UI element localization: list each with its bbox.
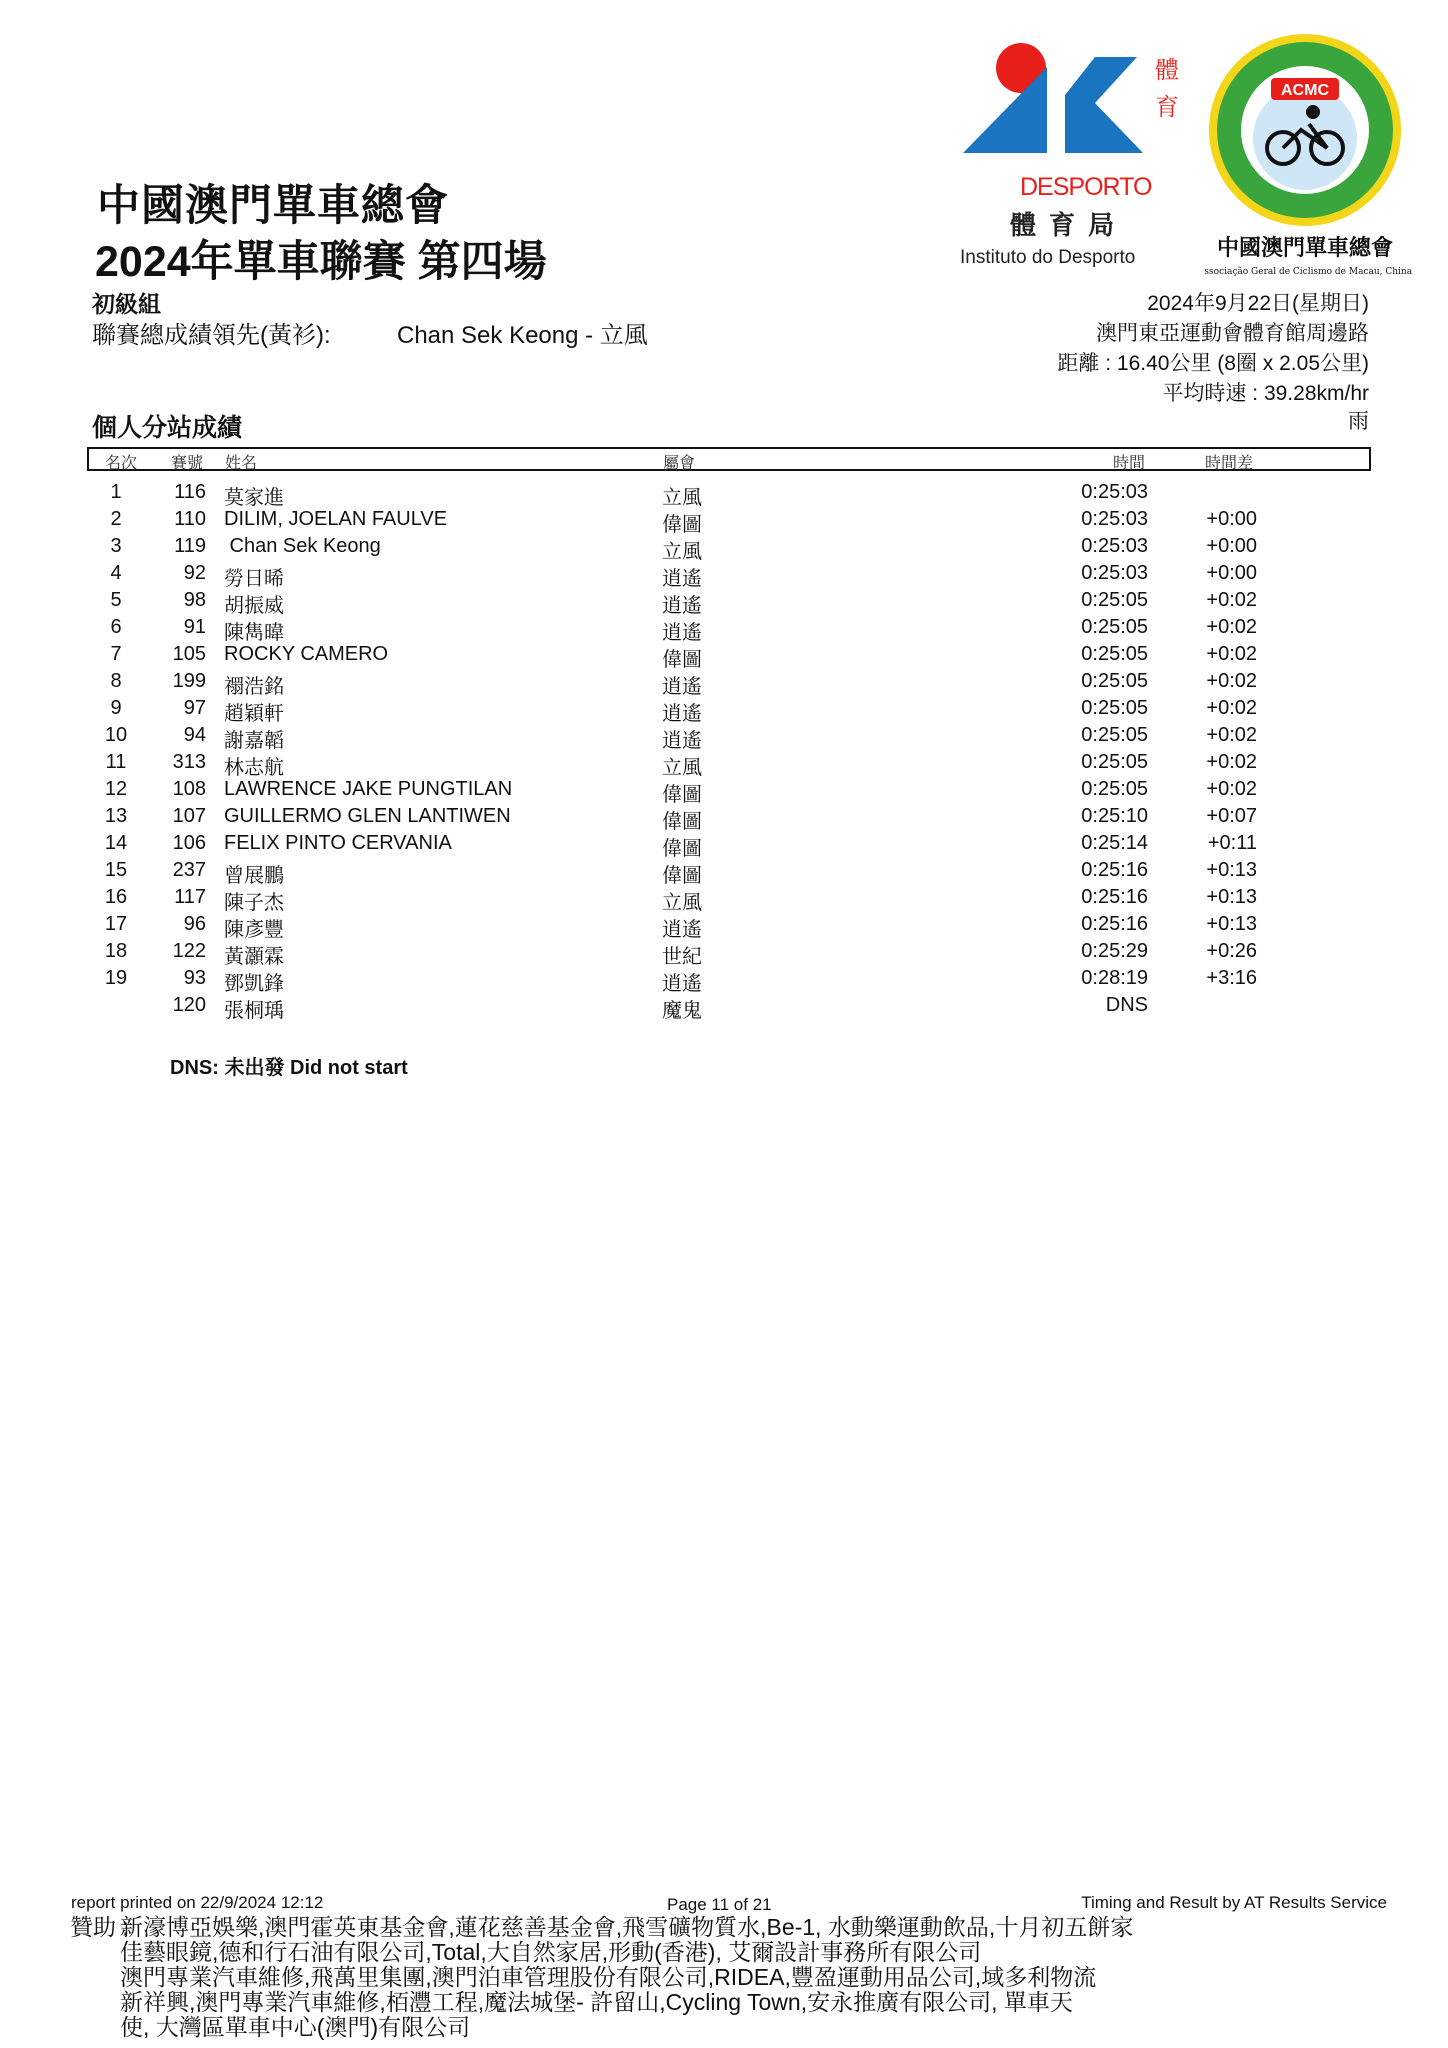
team: 世紀 xyxy=(662,946,702,968)
bib: 93 xyxy=(183,967,206,989)
gap: +0:13 xyxy=(1206,859,1257,881)
team: 立風 xyxy=(662,541,702,563)
time: 0:25:05 xyxy=(1081,670,1148,692)
rank: 15 xyxy=(104,859,128,881)
table-row xyxy=(0,670,1448,697)
bib: 199 xyxy=(172,670,206,692)
acmc-abbr: ACMC xyxy=(1281,82,1329,99)
time: DNS xyxy=(1105,994,1148,1016)
rider-name: FELIX PINTO CERVANIA xyxy=(224,832,452,854)
timing-credit: Timing and Result by AT Results Service xyxy=(1081,1893,1387,1912)
team: 立風 xyxy=(662,487,702,509)
gap: +3:16 xyxy=(1206,967,1257,989)
event-distance: 距離 : 16.40公里 (8圈 x 2.05公里) xyxy=(1057,352,1369,375)
rider-name: 莫家進 xyxy=(224,487,284,509)
event-venue: 澳門東亞運動會體育館周邊路 xyxy=(1096,322,1369,345)
rank: 4 xyxy=(110,562,122,584)
gap: +0:02 xyxy=(1206,616,1257,638)
rider-name: 張桐瑀 xyxy=(224,1000,284,1022)
bib: 313 xyxy=(172,751,206,773)
table-row xyxy=(0,535,1448,562)
table-row xyxy=(0,940,1448,967)
time: 0:25:05 xyxy=(1081,589,1148,611)
rider-name: 鄧凱鋒 xyxy=(224,973,284,995)
table-row xyxy=(0,886,1448,913)
bib: 108 xyxy=(172,778,206,800)
rider-name: GUILLERMO GLEN LANTIWEN xyxy=(224,805,511,827)
table-row xyxy=(0,751,1448,778)
table-row xyxy=(0,643,1448,670)
time: 0:25:03 xyxy=(1081,562,1148,584)
gap: +0:02 xyxy=(1206,724,1257,746)
rider-name: 謝嘉韜 xyxy=(224,730,284,752)
bib: 105 xyxy=(172,643,206,665)
acmc-portuguese: Associação Geral de Ciclismo de Macau, China xyxy=(1205,267,1413,277)
col-team: 屬會 xyxy=(663,455,696,472)
time: 0:25:05 xyxy=(1081,616,1148,638)
table-row xyxy=(0,967,1448,994)
table-row xyxy=(0,805,1448,832)
time: 0:25:16 xyxy=(1081,913,1148,935)
event-weather: 雨 xyxy=(1348,410,1369,433)
rider-name: DILIM, JOELAN FAULVE xyxy=(224,508,448,530)
col-time: 時間 xyxy=(1113,455,1146,472)
rider-name: LAWRENCE JAKE PUNGTILAN xyxy=(224,778,513,800)
gap: +0:13 xyxy=(1206,886,1257,908)
gap: +0:00 xyxy=(1206,535,1257,557)
bib: 94 xyxy=(183,724,206,746)
table-row xyxy=(0,562,1448,589)
gap: +0:00 xyxy=(1206,508,1257,530)
rank: 16 xyxy=(104,886,128,908)
dns-note: DNS: 未出發 Did not start xyxy=(170,1057,408,1079)
sponsor-line: 澳門專業汽車維修,飛萬里集團,澳門泊車管理股份有限公司,RIDEA,豐盈運動用品公司,域多利物流 xyxy=(120,1964,1097,1990)
team: 偉圖 xyxy=(662,811,702,833)
desporto-chinese: 體 育 局 xyxy=(1010,211,1117,241)
bib: 106 xyxy=(172,832,206,854)
table-row xyxy=(0,697,1448,724)
table-row xyxy=(0,481,1448,508)
bib: 96 xyxy=(183,913,206,935)
time: 0:25:05 xyxy=(1081,778,1148,800)
bib: 120 xyxy=(172,994,206,1016)
col-name: 姓名 xyxy=(225,455,258,472)
event-date: 2024年9月22日(星期日) xyxy=(1147,292,1369,315)
team: 逍遙 xyxy=(662,568,702,590)
col-rank: 名次 xyxy=(105,455,138,472)
col-gap: 時間差 xyxy=(1205,455,1254,472)
time: 0:25:05 xyxy=(1081,697,1148,719)
gap: +0:02 xyxy=(1206,778,1257,800)
rider-name: 禤浩銘 xyxy=(224,676,284,698)
gap: +0:07 xyxy=(1206,805,1257,827)
table-row xyxy=(0,778,1448,805)
col-bib: 賽號 xyxy=(171,455,204,472)
gap: +0:26 xyxy=(1206,940,1257,962)
rank: 11 xyxy=(105,751,127,773)
bib: 92 xyxy=(183,562,206,584)
time: 0:25:05 xyxy=(1081,751,1148,773)
leader-label: 聯賽總成績領先(黃衫): xyxy=(92,322,331,349)
rider-name: 黃灝霖 xyxy=(224,946,284,968)
sponsor-line: 佳藝眼鏡,德和行石油有限公司,Total,大自然家居,形動(香港), 艾爾設計事務所有限公司 xyxy=(120,1939,982,1965)
gap: +0:02 xyxy=(1206,670,1257,692)
rider-name: 陳彥豐 xyxy=(224,919,284,941)
bib: 110 xyxy=(174,508,206,530)
time: 0:25:16 xyxy=(1081,859,1148,881)
team: 魔鬼 xyxy=(662,1000,702,1022)
rank: 9 xyxy=(110,697,122,719)
rank: 19 xyxy=(104,967,128,989)
team: 逍遙 xyxy=(662,730,702,752)
sponsor-line: 新祥興,澳門專業汽車維修,栢灃工程,魔法城堡- 許留山,Cycling Town,安永推廣有限公司, 單車天 xyxy=(120,1989,1073,2015)
bib: 116 xyxy=(174,481,206,503)
bib: 237 xyxy=(172,859,206,881)
team: 偉圖 xyxy=(662,784,702,806)
event-avg-speed: 平均時速 : 39.28km/hr xyxy=(1162,382,1369,405)
bib: 117 xyxy=(174,886,206,908)
rank: 3 xyxy=(110,535,122,557)
rank: 17 xyxy=(104,913,128,935)
event-title: 2024年單車聯賽 第四場 xyxy=(95,238,547,286)
table-row xyxy=(0,913,1448,940)
time: 0:25:16 xyxy=(1081,886,1148,908)
rider-name: 趙穎軒 xyxy=(224,703,284,725)
rider-name: Chan Sek Keong xyxy=(224,535,381,557)
rank: 10 xyxy=(104,724,128,746)
table-row xyxy=(0,616,1448,643)
time: 0:25:03 xyxy=(1081,508,1148,530)
rank: 5 xyxy=(110,589,122,611)
table-row xyxy=(0,859,1448,886)
table-row xyxy=(0,508,1448,535)
rider-name: 胡振威 xyxy=(224,595,284,617)
desporto-portuguese: Instituto do Desporto xyxy=(960,247,1136,268)
desporto-vertical-char-2: 育 xyxy=(1155,93,1179,121)
acmc-logo xyxy=(1205,30,1415,280)
desporto-logo xyxy=(955,35,1190,275)
bib: 107 xyxy=(172,805,206,827)
team: 偉圖 xyxy=(662,865,702,887)
rank: 18 xyxy=(104,940,128,962)
rank: 8 xyxy=(110,670,122,692)
time: 0:28:19 xyxy=(1081,967,1148,989)
rank: 7 xyxy=(110,643,122,665)
bib: 98 xyxy=(183,589,206,611)
leader-name: Chan Sek Keong - 立風 xyxy=(397,322,648,349)
time: 0:25:03 xyxy=(1081,481,1148,503)
time: 0:25:03 xyxy=(1081,535,1148,557)
team: 逍遙 xyxy=(662,676,702,698)
time: 0:25:10 xyxy=(1081,805,1148,827)
rider-name: 曾展鵬 xyxy=(224,865,284,887)
rank: 14 xyxy=(104,832,128,854)
time: 0:25:05 xyxy=(1081,643,1148,665)
gap: +0:02 xyxy=(1206,697,1257,719)
rank: 12 xyxy=(104,778,128,800)
rider-name: ROCKY CAMERO xyxy=(224,643,389,665)
bib: 97 xyxy=(183,697,206,719)
team: 逍遙 xyxy=(662,919,702,941)
gap: +0:02 xyxy=(1206,643,1257,665)
table-row xyxy=(0,832,1448,859)
sponsor-label: 贊助 : xyxy=(70,1914,129,1940)
rank: 1 xyxy=(110,481,122,503)
team: 立風 xyxy=(662,892,702,914)
desporto-vertical-char-1: 體 xyxy=(1155,56,1179,84)
section-title: 個人分站成績 xyxy=(92,414,243,442)
team: 逍遙 xyxy=(662,703,702,725)
rider-name: 陳雋暐 xyxy=(224,622,284,644)
table-row xyxy=(0,589,1448,616)
sponsor-line: 使, 大灣區單車中心(澳門)有限公司 xyxy=(120,2014,471,2040)
rank: 13 xyxy=(104,805,128,827)
team: 立風 xyxy=(662,757,702,779)
category-label: 初級組 xyxy=(92,291,161,317)
gap: +0:11 xyxy=(1207,832,1257,854)
team: 偉圖 xyxy=(662,514,702,536)
gap: +0:02 xyxy=(1206,589,1257,611)
bib: 91 xyxy=(183,616,206,638)
table-row xyxy=(0,724,1448,751)
table-row xyxy=(0,994,1448,1021)
rider-name: 林志航 xyxy=(224,757,284,779)
bib: 119 xyxy=(174,535,206,557)
rider-name: 勞日晞 xyxy=(224,568,284,590)
time: 0:25:14 xyxy=(1081,832,1148,854)
desporto-word: DESPORTO xyxy=(1020,173,1152,201)
time: 0:25:05 xyxy=(1081,724,1148,746)
team: 偉圖 xyxy=(662,838,702,860)
team: 逍遙 xyxy=(662,973,702,995)
time: 0:25:29 xyxy=(1081,940,1148,962)
gap: +0:02 xyxy=(1206,751,1257,773)
acmc-chinese: 中國澳門單車總會 xyxy=(1216,235,1394,261)
printed-timestamp: report printed on 22/9/2024 12:12 xyxy=(71,1893,324,1912)
team: 逍遙 xyxy=(662,622,702,644)
rank: 6 xyxy=(110,616,122,638)
page-number: Page 11 of 21 xyxy=(667,1895,772,1914)
page-title: 中國澳門單車總會 xyxy=(97,182,449,230)
team: 偉圖 xyxy=(662,649,702,671)
bib: 122 xyxy=(172,940,206,962)
rank: 2 xyxy=(110,508,122,530)
gap: +0:13 xyxy=(1206,913,1257,935)
rider-name: 陳子杰 xyxy=(224,892,284,914)
sponsor-line: 新濠博亞娛樂,澳門霍英東基金會,蓮花慈善基金會,飛雪礦物質水,Be-1, 水動樂運動飲品,十月初五餅家 xyxy=(120,1914,1134,1940)
table-header xyxy=(87,447,1371,471)
gap: +0:00 xyxy=(1206,562,1257,584)
team: 逍遙 xyxy=(662,595,702,617)
